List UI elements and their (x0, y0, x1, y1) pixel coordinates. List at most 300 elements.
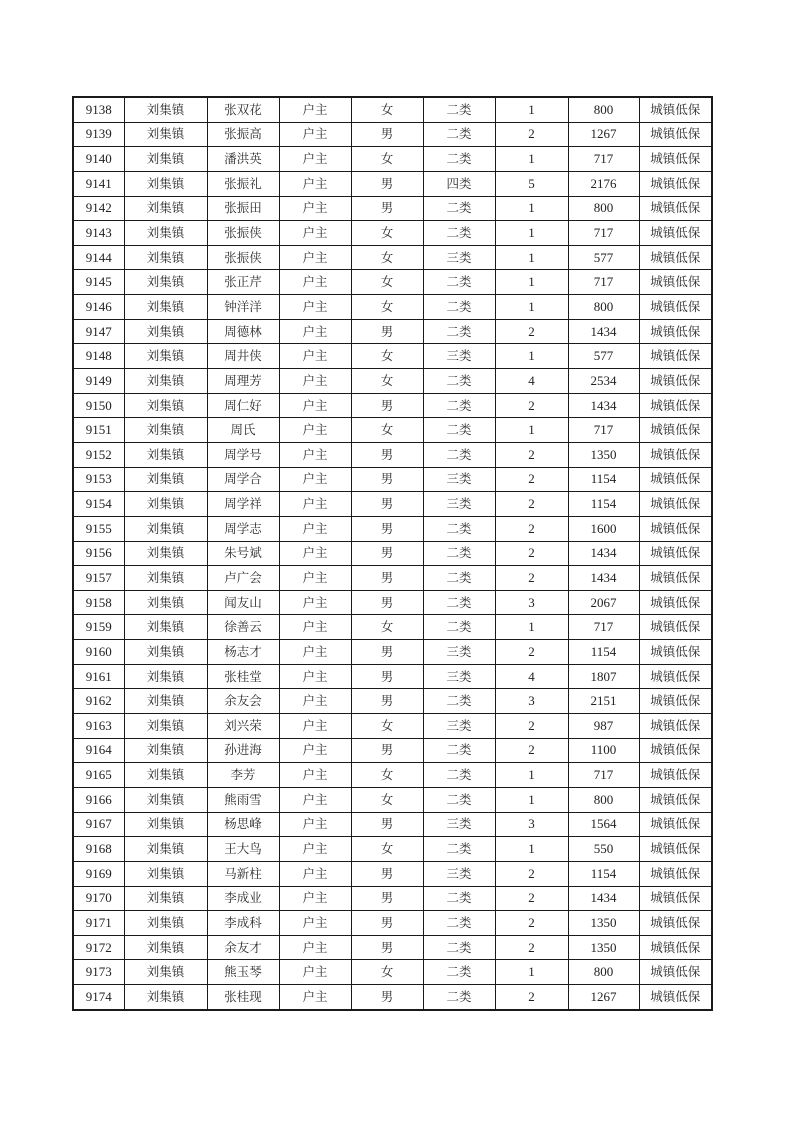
category-cell: 二类 (423, 122, 495, 147)
household-size-cell: 2 (495, 714, 568, 739)
name-cell: 刘兴荣 (207, 714, 279, 739)
allowance-type-cell: 城镇低保 (639, 344, 712, 369)
category-cell: 二类 (423, 221, 495, 246)
gender-cell: 女 (351, 787, 423, 812)
amount-cell: 800 (568, 97, 639, 122)
category-cell: 三类 (423, 812, 495, 837)
serial-number-cell: 9162 (73, 689, 124, 714)
category-cell: 二类 (423, 393, 495, 418)
serial-number-cell: 9164 (73, 738, 124, 763)
allowance-type-cell: 城镇低保 (639, 516, 712, 541)
gender-cell: 男 (351, 171, 423, 196)
table-row (73, 590, 712, 615)
household-size-cell: 2 (495, 911, 568, 936)
serial-number-cell: 9150 (73, 393, 124, 418)
name-cell: 周氏 (207, 418, 279, 443)
serial-number-cell: 9165 (73, 763, 124, 788)
township-cell: 刘集镇 (124, 664, 207, 689)
name-cell: 张双花 (207, 97, 279, 122)
allowance-type-cell: 城镇低保 (639, 985, 712, 1010)
name-cell: 钟洋洋 (207, 295, 279, 320)
township-cell: 刘集镇 (124, 935, 207, 960)
table-row (73, 812, 712, 837)
household-size-cell: 2 (495, 886, 568, 911)
allowance-type-cell: 城镇低保 (639, 492, 712, 517)
gender-cell: 男 (351, 393, 423, 418)
allowance-type-cell: 城镇低保 (639, 911, 712, 936)
table-row (73, 738, 712, 763)
table-row (73, 541, 712, 566)
category-cell: 二类 (423, 541, 495, 566)
gender-cell: 男 (351, 590, 423, 615)
name-cell: 王大鸟 (207, 837, 279, 862)
name-cell: 潘洪英 (207, 147, 279, 172)
table-row (73, 714, 712, 739)
household-size-cell: 2 (495, 492, 568, 517)
amount-cell: 717 (568, 221, 639, 246)
relation-cell: 户主 (279, 689, 351, 714)
category-cell: 二类 (423, 763, 495, 788)
amount-cell: 2151 (568, 689, 639, 714)
gender-cell: 男 (351, 516, 423, 541)
amount-cell: 717 (568, 615, 639, 640)
name-cell: 周仁好 (207, 393, 279, 418)
relation-cell: 户主 (279, 837, 351, 862)
gender-cell: 男 (351, 985, 423, 1010)
allowance-type-cell: 城镇低保 (639, 369, 712, 394)
household-size-cell: 1 (495, 270, 568, 295)
amount-cell: 800 (568, 196, 639, 221)
relation-cell: 户主 (279, 763, 351, 788)
name-cell: 李成业 (207, 886, 279, 911)
household-size-cell: 2 (495, 319, 568, 344)
table-row (73, 344, 712, 369)
name-cell: 杨思峰 (207, 812, 279, 837)
township-cell: 刘集镇 (124, 369, 207, 394)
allowance-type-cell: 城镇低保 (639, 689, 712, 714)
table-row (73, 147, 712, 172)
amount-cell: 550 (568, 837, 639, 862)
allowance-type-cell: 城镇低保 (639, 640, 712, 665)
category-cell: 三类 (423, 714, 495, 739)
relation-cell: 户主 (279, 418, 351, 443)
relation-cell: 户主 (279, 171, 351, 196)
household-size-cell: 1 (495, 196, 568, 221)
table-row (73, 985, 712, 1010)
serial-number-cell: 9173 (73, 960, 124, 985)
amount-cell: 1154 (568, 467, 639, 492)
category-cell: 二类 (423, 516, 495, 541)
allowance-type-cell: 城镇低保 (639, 960, 712, 985)
household-size-cell: 2 (495, 442, 568, 467)
gender-cell: 女 (351, 418, 423, 443)
gender-cell: 男 (351, 935, 423, 960)
category-cell: 二类 (423, 295, 495, 320)
allowance-type-cell: 城镇低保 (639, 221, 712, 246)
township-cell: 刘集镇 (124, 787, 207, 812)
household-size-cell: 4 (495, 664, 568, 689)
amount-cell: 2176 (568, 171, 639, 196)
household-size-cell: 4 (495, 369, 568, 394)
gender-cell: 男 (351, 886, 423, 911)
township-cell: 刘集镇 (124, 196, 207, 221)
name-cell: 周德林 (207, 319, 279, 344)
name-cell: 张振侠 (207, 245, 279, 270)
serial-number-cell: 9170 (73, 886, 124, 911)
name-cell: 张振礼 (207, 171, 279, 196)
table-row (73, 492, 712, 517)
gender-cell: 女 (351, 344, 423, 369)
gender-cell: 男 (351, 541, 423, 566)
allowance-type-cell: 城镇低保 (639, 97, 712, 122)
category-cell: 二类 (423, 566, 495, 591)
name-cell: 余友才 (207, 935, 279, 960)
name-cell: 杨志才 (207, 640, 279, 665)
name-cell: 张振高 (207, 122, 279, 147)
township-cell: 刘集镇 (124, 245, 207, 270)
amount-cell: 717 (568, 763, 639, 788)
name-cell: 周学合 (207, 467, 279, 492)
category-cell: 二类 (423, 319, 495, 344)
relation-cell: 户主 (279, 147, 351, 172)
allowance-type-cell: 城镇低保 (639, 122, 712, 147)
category-cell: 二类 (423, 886, 495, 911)
table-row (73, 886, 712, 911)
serial-number-cell: 9161 (73, 664, 124, 689)
allowance-type-cell: 城镇低保 (639, 935, 712, 960)
category-cell: 二类 (423, 738, 495, 763)
name-cell: 徐善云 (207, 615, 279, 640)
township-cell: 刘集镇 (124, 418, 207, 443)
allowance-type-cell: 城镇低保 (639, 295, 712, 320)
gender-cell: 男 (351, 861, 423, 886)
household-size-cell: 2 (495, 541, 568, 566)
household-size-cell: 5 (495, 171, 568, 196)
township-cell: 刘集镇 (124, 442, 207, 467)
township-cell: 刘集镇 (124, 640, 207, 665)
serial-number-cell: 9147 (73, 319, 124, 344)
name-cell: 周理芳 (207, 369, 279, 394)
township-cell: 刘集镇 (124, 541, 207, 566)
category-cell: 二类 (423, 418, 495, 443)
relation-cell: 户主 (279, 344, 351, 369)
allowance-type-cell: 城镇低保 (639, 861, 712, 886)
household-size-cell: 1 (495, 295, 568, 320)
household-size-cell: 2 (495, 861, 568, 886)
name-cell: 李芳 (207, 763, 279, 788)
table-row (73, 640, 712, 665)
category-cell: 二类 (423, 270, 495, 295)
subsistence-allowance-table (72, 96, 713, 1011)
township-cell: 刘集镇 (124, 861, 207, 886)
relation-cell: 户主 (279, 467, 351, 492)
allowance-type-cell: 城镇低保 (639, 714, 712, 739)
gender-cell: 女 (351, 295, 423, 320)
table-row (73, 196, 712, 221)
amount-cell: 1434 (568, 541, 639, 566)
gender-cell: 男 (351, 911, 423, 936)
relation-cell: 户主 (279, 960, 351, 985)
township-cell: 刘集镇 (124, 689, 207, 714)
amount-cell: 1434 (568, 566, 639, 591)
table-row (73, 245, 712, 270)
serial-number-cell: 9141 (73, 171, 124, 196)
amount-cell: 800 (568, 960, 639, 985)
gender-cell: 女 (351, 369, 423, 394)
amount-cell: 800 (568, 787, 639, 812)
household-size-cell: 1 (495, 344, 568, 369)
serial-number-cell: 9174 (73, 985, 124, 1010)
serial-number-cell: 9140 (73, 147, 124, 172)
gender-cell: 男 (351, 566, 423, 591)
gender-cell: 女 (351, 245, 423, 270)
name-cell: 张振侠 (207, 221, 279, 246)
gender-cell: 男 (351, 442, 423, 467)
gender-cell: 女 (351, 270, 423, 295)
relation-cell: 户主 (279, 985, 351, 1010)
serial-number-cell: 9168 (73, 837, 124, 862)
household-size-cell: 3 (495, 812, 568, 837)
category-cell: 二类 (423, 590, 495, 615)
allowance-type-cell: 城镇低保 (639, 467, 712, 492)
relation-cell: 户主 (279, 886, 351, 911)
serial-number-cell: 9153 (73, 467, 124, 492)
table-row (73, 566, 712, 591)
relation-cell: 户主 (279, 615, 351, 640)
name-cell: 张桂现 (207, 985, 279, 1010)
household-size-cell: 2 (495, 640, 568, 665)
allowance-type-cell: 城镇低保 (639, 590, 712, 615)
serial-number-cell: 9138 (73, 97, 124, 122)
name-cell: 周学号 (207, 442, 279, 467)
category-cell: 二类 (423, 147, 495, 172)
category-cell: 三类 (423, 492, 495, 517)
gender-cell: 女 (351, 960, 423, 985)
allowance-type-cell: 城镇低保 (639, 664, 712, 689)
allowance-type-cell: 城镇低保 (639, 738, 712, 763)
relation-cell: 户主 (279, 319, 351, 344)
township-cell: 刘集镇 (124, 221, 207, 246)
serial-number-cell: 9151 (73, 418, 124, 443)
category-cell: 二类 (423, 787, 495, 812)
name-cell: 闻友山 (207, 590, 279, 615)
gender-cell: 女 (351, 837, 423, 862)
amount-cell: 1267 (568, 985, 639, 1010)
category-cell: 四类 (423, 171, 495, 196)
allowance-type-cell: 城镇低保 (639, 763, 712, 788)
table-row (73, 787, 712, 812)
township-cell: 刘集镇 (124, 911, 207, 936)
name-cell: 张正芹 (207, 270, 279, 295)
name-cell: 孙进海 (207, 738, 279, 763)
name-cell: 周学祥 (207, 492, 279, 517)
township-cell: 刘集镇 (124, 590, 207, 615)
amount-cell: 1267 (568, 122, 639, 147)
amount-cell: 1434 (568, 886, 639, 911)
table-row (73, 935, 712, 960)
township-cell: 刘集镇 (124, 97, 207, 122)
household-size-cell: 1 (495, 245, 568, 270)
category-cell: 二类 (423, 911, 495, 936)
household-size-cell: 1 (495, 147, 568, 172)
township-cell: 刘集镇 (124, 492, 207, 517)
township-cell: 刘集镇 (124, 985, 207, 1010)
allowance-type-cell: 城镇低保 (639, 196, 712, 221)
household-size-cell: 1 (495, 418, 568, 443)
category-cell: 三类 (423, 467, 495, 492)
amount-cell: 1600 (568, 516, 639, 541)
household-size-cell: 1 (495, 763, 568, 788)
serial-number-cell: 9166 (73, 787, 124, 812)
allowance-type-cell: 城镇低保 (639, 270, 712, 295)
name-cell: 周学志 (207, 516, 279, 541)
table-row (73, 689, 712, 714)
amount-cell: 2067 (568, 590, 639, 615)
serial-number-cell: 9144 (73, 245, 124, 270)
relation-cell: 户主 (279, 935, 351, 960)
category-cell: 二类 (423, 960, 495, 985)
allowance-type-cell: 城镇低保 (639, 812, 712, 837)
table-row (73, 960, 712, 985)
name-cell: 熊雨雪 (207, 787, 279, 812)
relation-cell: 户主 (279, 442, 351, 467)
serial-number-cell: 9172 (73, 935, 124, 960)
table-body (73, 97, 712, 1010)
category-cell: 三类 (423, 245, 495, 270)
serial-number-cell: 9145 (73, 270, 124, 295)
table-row (73, 270, 712, 295)
township-cell: 刘集镇 (124, 738, 207, 763)
amount-cell: 1350 (568, 935, 639, 960)
name-cell: 卢广会 (207, 566, 279, 591)
relation-cell: 户主 (279, 492, 351, 517)
category-cell: 三类 (423, 344, 495, 369)
gender-cell: 男 (351, 640, 423, 665)
relation-cell: 户主 (279, 122, 351, 147)
serial-number-cell: 9149 (73, 369, 124, 394)
gender-cell: 男 (351, 664, 423, 689)
gender-cell: 男 (351, 319, 423, 344)
table-row (73, 295, 712, 320)
township-cell: 刘集镇 (124, 812, 207, 837)
amount-cell: 577 (568, 245, 639, 270)
relation-cell: 户主 (279, 393, 351, 418)
relation-cell: 户主 (279, 369, 351, 394)
household-size-cell: 1 (495, 615, 568, 640)
table-row (73, 615, 712, 640)
serial-number-cell: 9167 (73, 812, 124, 837)
category-cell: 二类 (423, 985, 495, 1010)
amount-cell: 1564 (568, 812, 639, 837)
township-cell: 刘集镇 (124, 467, 207, 492)
serial-number-cell: 9169 (73, 861, 124, 886)
allowance-type-cell: 城镇低保 (639, 147, 712, 172)
household-size-cell: 2 (495, 935, 568, 960)
name-cell: 李成科 (207, 911, 279, 936)
township-cell: 刘集镇 (124, 615, 207, 640)
gender-cell: 男 (351, 738, 423, 763)
category-cell: 三类 (423, 640, 495, 665)
category-cell: 二类 (423, 442, 495, 467)
table-row (73, 171, 712, 196)
gender-cell: 男 (351, 196, 423, 221)
gender-cell: 男 (351, 467, 423, 492)
household-size-cell: 3 (495, 590, 568, 615)
township-cell: 刘集镇 (124, 960, 207, 985)
amount-cell: 1154 (568, 640, 639, 665)
relation-cell: 户主 (279, 714, 351, 739)
relation-cell: 户主 (279, 812, 351, 837)
allowance-type-cell: 城镇低保 (639, 787, 712, 812)
household-size-cell: 1 (495, 960, 568, 985)
category-cell: 二类 (423, 935, 495, 960)
amount-cell: 1154 (568, 492, 639, 517)
serial-number-cell: 9163 (73, 714, 124, 739)
township-cell: 刘集镇 (124, 763, 207, 788)
table-row (73, 221, 712, 246)
household-size-cell: 3 (495, 689, 568, 714)
category-cell: 二类 (423, 837, 495, 862)
allowance-type-cell: 城镇低保 (639, 319, 712, 344)
relation-cell: 户主 (279, 590, 351, 615)
gender-cell: 男 (351, 122, 423, 147)
allowance-type-cell: 城镇低保 (639, 541, 712, 566)
serial-number-cell: 9146 (73, 295, 124, 320)
category-cell: 三类 (423, 664, 495, 689)
category-cell: 二类 (423, 97, 495, 122)
gender-cell: 女 (351, 763, 423, 788)
table-row (73, 911, 712, 936)
relation-cell: 户主 (279, 196, 351, 221)
township-cell: 刘集镇 (124, 393, 207, 418)
allowance-type-cell: 城镇低保 (639, 418, 712, 443)
serial-number-cell: 9160 (73, 640, 124, 665)
gender-cell: 女 (351, 97, 423, 122)
relation-cell: 户主 (279, 566, 351, 591)
serial-number-cell: 9143 (73, 221, 124, 246)
relation-cell: 户主 (279, 541, 351, 566)
allowance-type-cell: 城镇低保 (639, 615, 712, 640)
township-cell: 刘集镇 (124, 270, 207, 295)
serial-number-cell: 9142 (73, 196, 124, 221)
allowance-type-cell: 城镇低保 (639, 171, 712, 196)
relation-cell: 户主 (279, 640, 351, 665)
category-cell: 三类 (423, 861, 495, 886)
serial-number-cell: 9154 (73, 492, 124, 517)
serial-number-cell: 9159 (73, 615, 124, 640)
serial-number-cell: 9158 (73, 590, 124, 615)
amount-cell: 2534 (568, 369, 639, 394)
household-size-cell: 1 (495, 221, 568, 246)
table-row (73, 763, 712, 788)
household-size-cell: 2 (495, 467, 568, 492)
serial-number-cell: 9148 (73, 344, 124, 369)
household-size-cell: 2 (495, 985, 568, 1010)
allowance-type-cell: 城镇低保 (639, 393, 712, 418)
table-row (73, 97, 712, 122)
amount-cell: 1100 (568, 738, 639, 763)
amount-cell: 1434 (568, 319, 639, 344)
category-cell: 二类 (423, 369, 495, 394)
relation-cell: 户主 (279, 911, 351, 936)
household-size-cell: 2 (495, 566, 568, 591)
amount-cell: 717 (568, 270, 639, 295)
township-cell: 刘集镇 (124, 344, 207, 369)
name-cell: 朱号斌 (207, 541, 279, 566)
serial-number-cell: 9139 (73, 122, 124, 147)
relation-cell: 户主 (279, 295, 351, 320)
gender-cell: 女 (351, 221, 423, 246)
